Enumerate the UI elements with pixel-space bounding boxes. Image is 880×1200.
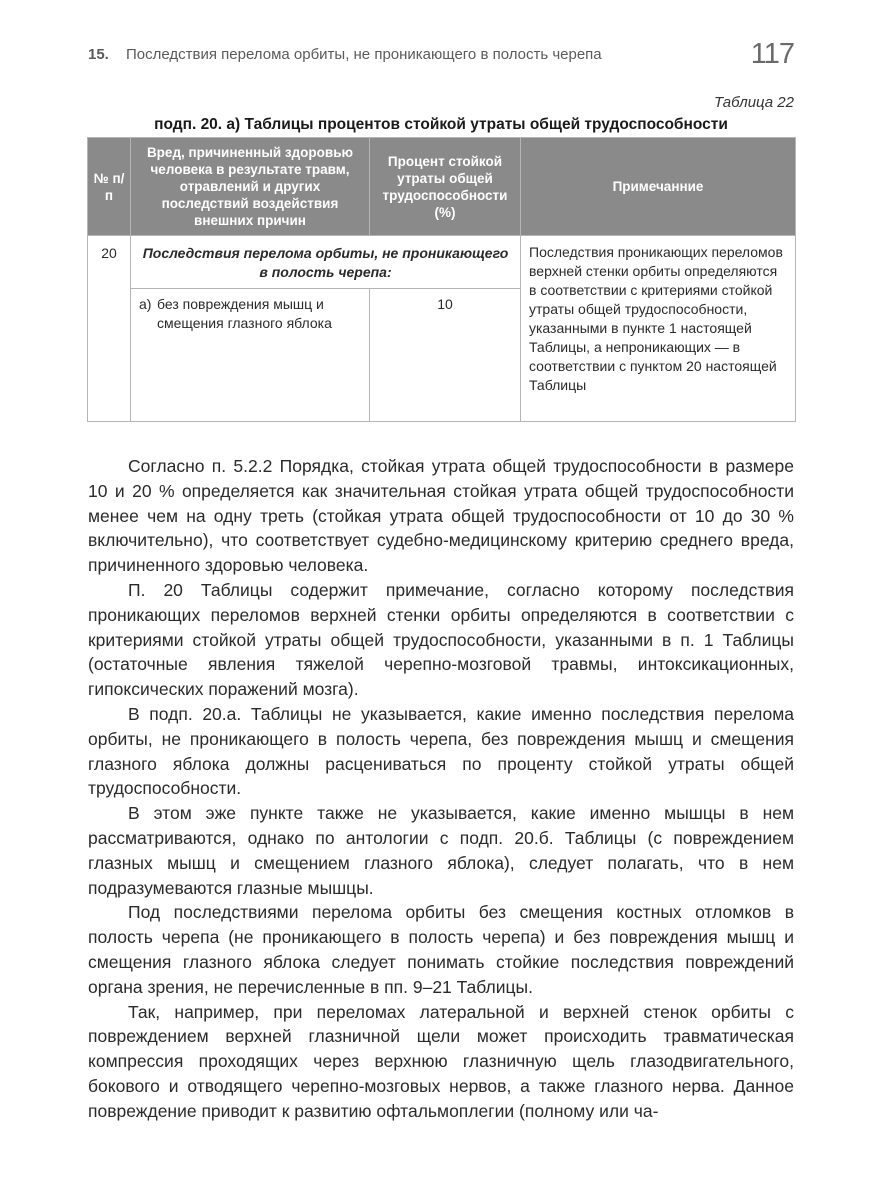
body-text [88, 454, 794, 1124]
chapter-number: 15. [88, 46, 109, 63]
paragraph: В этом эже пункте также не указывается, какие именно мышцы в нем рассматриваются, однако по антологии с подп. 20.б. Таблицы (с повреждением глазных мышц и смещением глазного яблока), следует полагать, что в нем подразумеваются глазные мышцы. [88, 803, 794, 898]
running-head [88, 38, 794, 74]
subitem-percent: 10 [370, 289, 521, 422]
table-title: подп. 20. а) Таблицы процентов стойкой утраты общей трудоспособности [154, 116, 728, 133]
paragraph: П. 20 Таблицы содержит примечание, согласно которому последствия проникающих переломов верхней стенки орбиты определяются в соответствии с критериями стойкой утраты общей трудоспособности, указанными в п. 1 Таблицы (остаточные явления тяжелой черепно-мозговой травмы, интоксикационных, гипоксических поражений мозга). [88, 579, 794, 700]
disability-table [87, 137, 796, 422]
column-header-number: № п/п [88, 138, 131, 236]
column-header-note: Примечанние [521, 138, 796, 236]
table-row [88, 236, 796, 289]
row-group-title: Последствия перелома орбиты, не проникающего в полость черепа: [131, 236, 521, 289]
paragraph: Так, например, при переломах латеральной и верхней стенок орбиты с повреждением верхней глазничной щели может происходить травматическая компрессия проходящих через верхнюю глазничную щель глазодвигательного, бокового и отводящего черепно-мозговых нервов, а также глазного нерва. Данное повреждение приводит к развитию офтальмоплегии (полному или ча- [88, 1001, 794, 1121]
paragraph: Под последствиями перелома орбиты без смещения костных отломков в полость черепа (не проникающего в полость черепа) и без повреждения мышц и смещения глазного яблока следует понимать стойкие последствия повреждений органа зрения, не перечисленные в пп. 9–21 Таблицы. [88, 902, 794, 997]
paragraph: В подп. 20.а. Таблицы не указывается, какие именно последствия перелома орбиты, не проникающего в полость черепа, без повреждения мышц и смещения глазного яблока должны расцениваться по проценту стойкой утраты общей трудоспособности. [88, 703, 794, 799]
paragraph: Согласно п. 5.2.2 Порядка, стойкая утрата общей трудоспособности в размере 10 и 20 % определяется как значительная стойкая утрата общей трудоспособности менее чем на одну треть (стойкая утрата общей трудоспособности от 10 до 30 % включительно), что соответствует судебно-медицинскому критерию среднего вреда, причиненного здоровью человека. [88, 456, 794, 576]
column-header-percent: Процент стойкой утраты общей трудоспособности (%) [370, 138, 521, 236]
subitem-description-cell [131, 289, 370, 422]
page-number: 117 [750, 38, 794, 70]
subitem-letter: а) [139, 296, 152, 312]
row-note: Последствия проникающих переломов верхней стенки орбиты определяются в соответствии с критериями стойкой утраты общей трудоспособности, указанными в пункте 1 настоящей Таблицы, а непроникающих — в соответствии с пунктом 20 настоящей Таблицы [521, 236, 796, 422]
chapter-title: Последствия перелома орбиты, не проникающего в полость черепа [126, 46, 602, 63]
subitem-description: без повреждения мышц и смещения глазного яблока [157, 296, 332, 331]
row-number: 20 [88, 236, 131, 422]
table-label: Таблица 22 [713, 94, 794, 111]
table-header-row [88, 138, 796, 236]
column-header-harm: Вред, причиненный здоровью человека в результате травм, отравлений и других последствий воздействия внешних причин [131, 138, 370, 236]
